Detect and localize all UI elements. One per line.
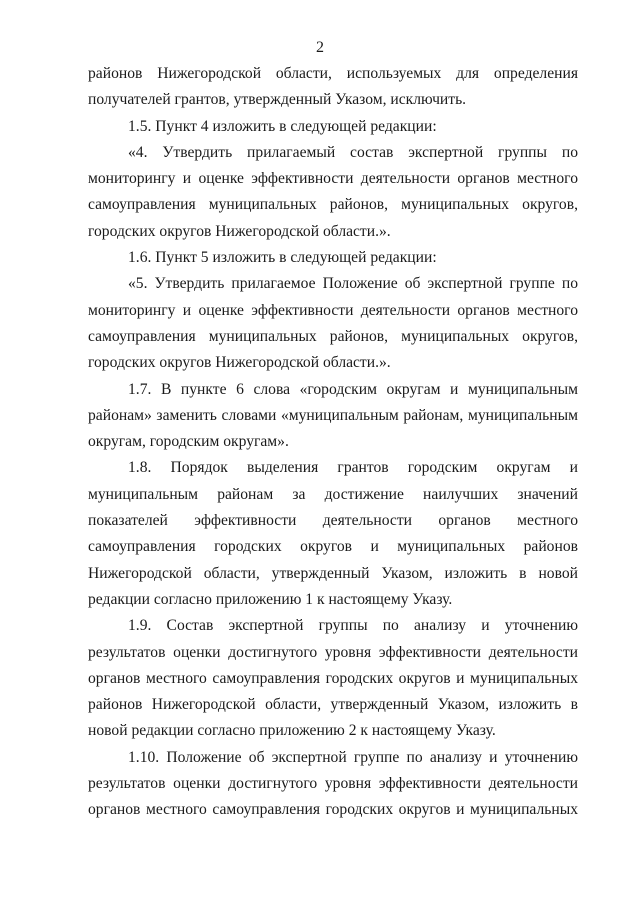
paragraph-1-6-quote: «5. Утвердить прилагаемое Положение об экспертной группе по мониторингу и оценке эффективности деятельности органов местного самоуправления муниципальных районов, муниципальных округов, городских округов Нижегородской области.». <box>88 275 578 372</box>
paragraph-1-9: 1.9. Состав экспертной группы по анализу и уточнению результатов оценки достигнутого уровня эффективности деятельности органов местного самоуправления городских округов и муниципальных районов Нижегородской области, утвержденный Указом, изложить в новой редакции согласно приложению 2 к настоящему Указу. <box>88 617 578 740</box>
page-number: 2 <box>316 39 324 56</box>
paragraph-1-10: 1.10. Положение об экспертной группе по анализу и уточнению результатов оценки достигнутого уровня эффективности деятельности органов местного самоуправления городских округов и муниципальных <box>88 748 578 819</box>
paragraph-1-8: 1.8. Порядок выделения грантов городским округам и муниципальным районам за достижение наилучших значений показателей эффективности деятельности органов местного самоуправления городских округов и муниципальных районов Нижегородской области, утвержденный Указом, изложить в новой редакции согласно приложению 1 к настоящему Указу. <box>88 459 578 608</box>
paragraph-1-5: 1.5. Пункт 4 изложить в следующей редакции: <box>128 117 437 135</box>
paragraph-1-6: 1.6. Пункт 5 изложить в следующей редакции: <box>128 249 437 267</box>
document-body <box>88 61 578 824</box>
paragraph-continuation: районов Нижегородской области, используемых для определения получателей грантов, утвержденный Указом, исключить. <box>88 65 578 109</box>
paragraph-1-5-quote: «4. Утвердить прилагаемый состав экспертной группы по мониторингу и оценке эффективности деятельности органов местного самоуправления муниципальных районов, муниципальных округов, городских округов Нижегородской области.». <box>88 143 578 240</box>
paragraph-1-7: 1.7. В пункте 6 слова «городским округам и муниципальным районам» заменить словами «муниципальным районам, муниципальным округам, городским округам». <box>88 380 578 451</box>
